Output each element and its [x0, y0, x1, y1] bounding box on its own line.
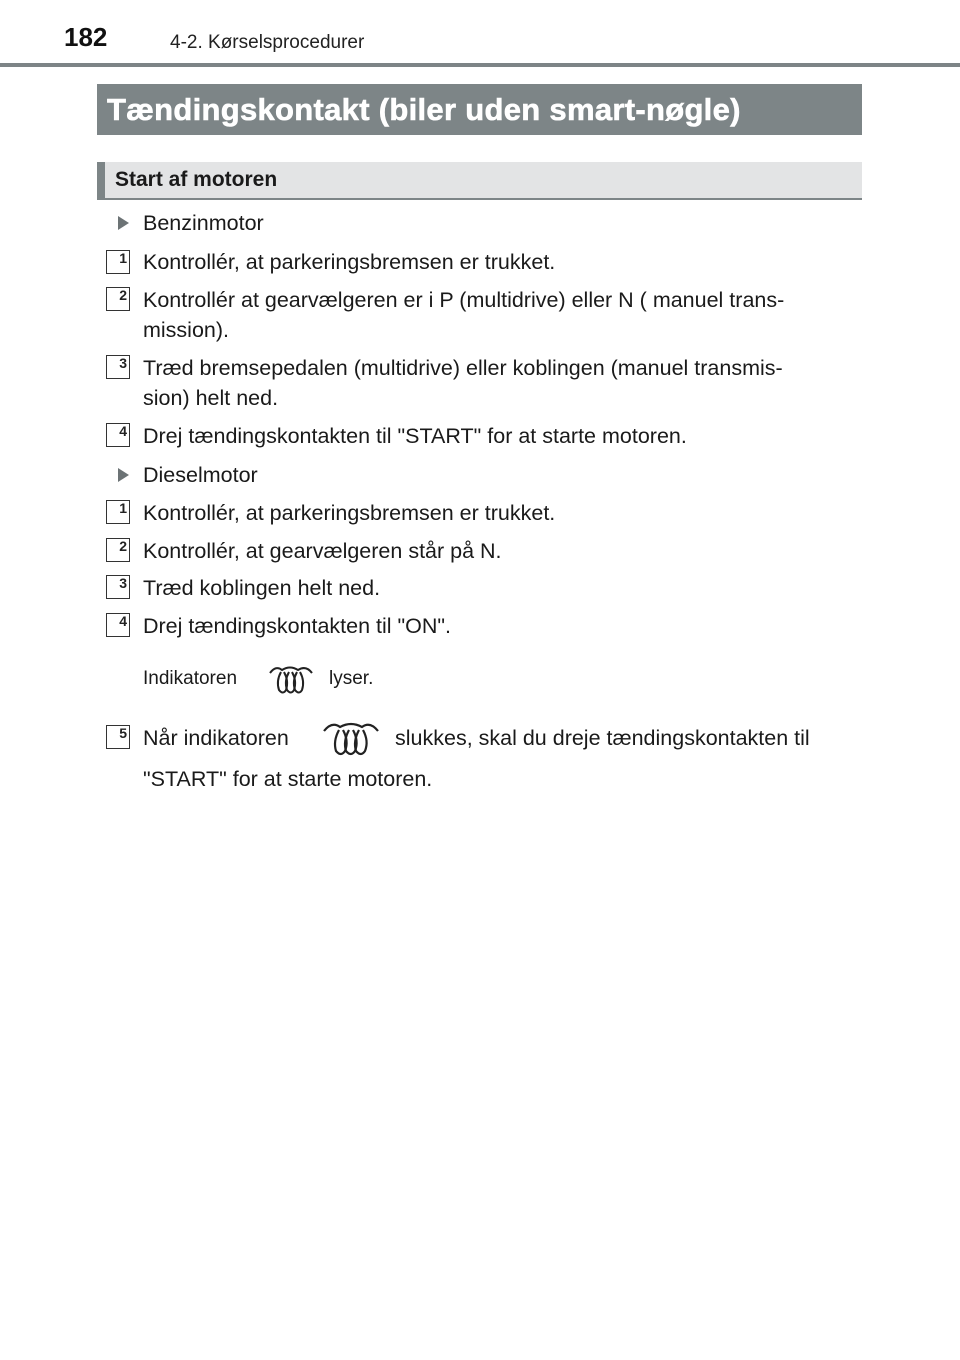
step-number-box: 1	[106, 250, 130, 274]
step-number-box: 3	[106, 575, 130, 599]
page-header	[0, 0, 960, 68]
step-text-continued: mission).	[143, 318, 230, 342]
step-number-box: 5	[106, 725, 130, 749]
triangle-bullet-icon	[118, 468, 129, 482]
triangle-bullet-icon	[118, 216, 129, 230]
header-rule	[0, 63, 960, 67]
glow-plug-indicator-icon	[268, 664, 314, 701]
glow-plug-indicator-icon	[322, 720, 380, 763]
section-label: 4-2. Kørselsprocedurer	[170, 32, 365, 53]
step-text-continued: "START" for at starte motoren.	[143, 767, 433, 791]
step-number-box: 4	[106, 613, 130, 637]
step-text: Træd bremsepedalen (multidrive) eller koblingen (manuel transmis-	[143, 356, 783, 380]
step-text: Kontrollér at gearvælgeren er i P (multidrive) eller N ( manuel trans-	[143, 288, 785, 312]
petrol-heading: Benzinmotor	[143, 211, 264, 235]
page-number: 182	[64, 22, 108, 52]
step-text: Drej tændingskontakten til "START" for at starte motoren.	[143, 424, 687, 448]
step-text: Kontrollér, at parkeringsbremsen er trukket.	[143, 501, 556, 525]
step-text-continued: sion) helt ned.	[143, 386, 279, 410]
step-text: Kontrollér, at gearvælgeren står på N.	[143, 539, 502, 563]
note-text-after: lyser.	[329, 668, 374, 689]
step-text-after-icon: slukkes, skal du dreje tændingskontakten til	[395, 726, 810, 750]
step-number-box: 3	[106, 355, 130, 379]
step-text: Når indikatoren	[143, 726, 289, 750]
step-text: Drej tændingskontakten til "ON".	[143, 614, 452, 638]
diesel-heading: Dieselmotor	[143, 463, 258, 487]
step-number-box: 2	[106, 287, 130, 311]
step-number-box: 1	[106, 500, 130, 524]
page-title: Tændingskontakt (biler uden smart-nøgle)	[97, 84, 862, 135]
step-text: Træd koblingen helt ned.	[143, 576, 381, 600]
subheading: Start af motoren	[97, 162, 862, 200]
step-number-box: 2	[106, 538, 130, 562]
step-text: Kontrollér, at parkeringsbremsen er trukket.	[143, 250, 556, 274]
step-number-box: 4	[106, 423, 130, 447]
note-text-before: Indikatoren	[143, 668, 238, 689]
